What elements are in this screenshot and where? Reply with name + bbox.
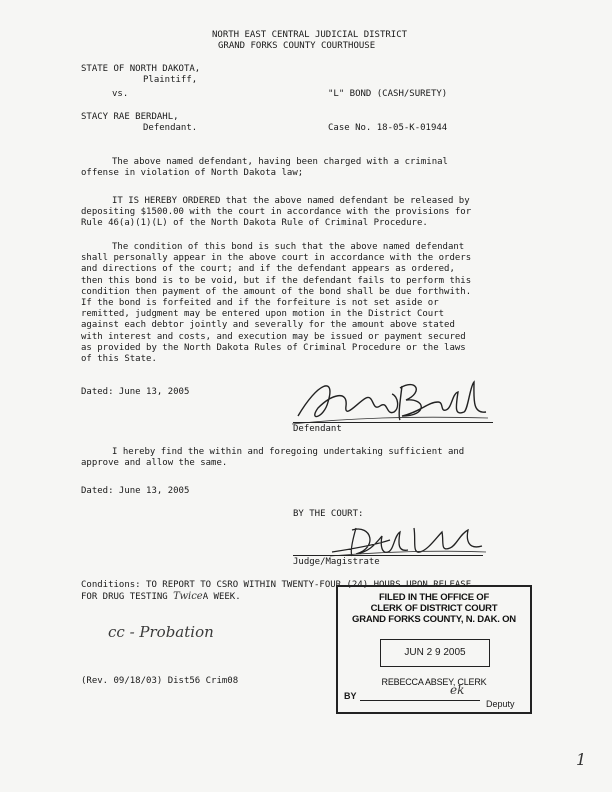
dated-defendant: Dated: June 13, 2005: [81, 387, 190, 397]
defendant-label: Defendant: [293, 424, 342, 434]
form-revision: (Rev. 09/18/03) Dist56 Crim08: [81, 676, 239, 686]
stamp-line-2: CLERK OF DISTRICT COURT: [370, 603, 498, 614]
corner-mark: 1: [576, 750, 587, 769]
conditions-line: Conditions: TO REPORT TO CSRO WITHIN TWENTY-FOUR (24) HOURS UPON RELEASE: [81, 580, 472, 590]
plaintiff-role: Plaintiff,: [143, 75, 198, 85]
conditions-handwritten: Twice: [173, 591, 203, 602]
condition-line: then this bond is to be void, but if the defendant fails to perform this: [81, 275, 472, 286]
stamp-date-box: [380, 639, 490, 667]
condition-line: The condition of this bond is such that the above named defendant: [112, 242, 465, 252]
order-line: Rule 46(a)(1)(L) of the North Dakota Rule of Criminal Procedure.: [81, 218, 428, 229]
bond-condition-paragraph: [81, 242, 523, 365]
condition-line: and directions of the court; and if the defendant appears as ordered,: [81, 264, 455, 275]
stamp-date: JUN 2 9 2005: [404, 647, 466, 658]
condition-line: condition then payment of the amount of the bond shall be due forthwith.: [81, 286, 472, 297]
condition-line: as provided by the North Dakota Rules of Criminal Procedure or the laws: [81, 342, 466, 353]
condition-line: with interest and costs, and execution may be issued or payment secured: [81, 331, 466, 342]
court-district-heading: NORTH EAST CENTRAL JUDICIAL DISTRICT: [212, 30, 408, 40]
condition-line: against each debtor jointly and severally for the amount above stated: [81, 320, 455, 331]
order-paragraph: [81, 196, 523, 230]
stamp-by: BY: [344, 691, 357, 701]
order-line: depositing $1500.00 with the court in accordance with the provisions for: [81, 207, 472, 218]
filed-stamp: [336, 585, 532, 714]
charge-line: offense in violation of North Dakota law;: [81, 168, 304, 179]
defendant-signature-line: [293, 422, 493, 423]
bond-type: "L" BOND (CASH/SURETY): [328, 89, 448, 99]
finding-line: approve and allow the same.: [81, 458, 228, 469]
stamp-clerk: REBECCA ABSEY, CLERK: [381, 677, 487, 687]
cc-probation-note: cc - Probation: [108, 623, 214, 641]
dated-court: Dated: June 13, 2005: [81, 486, 190, 496]
by-the-court: BY THE COURT:: [293, 509, 364, 519]
charge-line: The above named defendant, having been charged with a criminal: [112, 157, 448, 167]
stamp-deputy: Deputy: [486, 699, 515, 709]
stamp-line-1: FILED IN THE OFFICE OF: [378, 592, 490, 603]
judge-label: Judge/Magistrate: [293, 557, 380, 567]
finding-line: I hereby find the within and foregoing undertaking sufficient and: [112, 447, 465, 457]
condition-line: of this State.: [81, 354, 157, 365]
condition-line: shall personally appear in the above court in accordance with the orders: [81, 253, 472, 264]
versus: vs.: [112, 89, 129, 99]
stamp-initials: ek: [450, 683, 465, 697]
defendant-name: STACY RAE BERDAHL,: [81, 112, 179, 122]
finding-paragraph: [81, 447, 523, 469]
condition-line: remitted, judgment may be entered upon motion in the District Court: [81, 309, 445, 320]
courthouse-heading: GRAND FORKS COUNTY COURTHOUSE: [218, 41, 376, 51]
conditions-line-2: [81, 591, 241, 603]
condition-line: If the bond is forfeited and if the forfeiture is not set aside or: [81, 298, 439, 309]
defendant-role: Defendant.: [143, 123, 198, 133]
conditions-text-a: FOR DRUG TESTING: [81, 592, 168, 602]
conditions-text-b: A WEEK.: [202, 592, 241, 602]
case-number: Case No. 18-05-K-01944: [328, 123, 448, 133]
plaintiff-name: STATE OF NORTH DAKOTA,: [81, 64, 201, 74]
judge-signature-line: [293, 555, 483, 556]
stamp-line-3: GRAND FORKS COUNTY, N. DAK. ON: [352, 614, 516, 625]
charge-paragraph: [81, 157, 523, 179]
order-line: IT IS HEREBY ORDERED that the above named defendant be released by: [112, 196, 470, 206]
stamp-by-line: [360, 700, 480, 701]
